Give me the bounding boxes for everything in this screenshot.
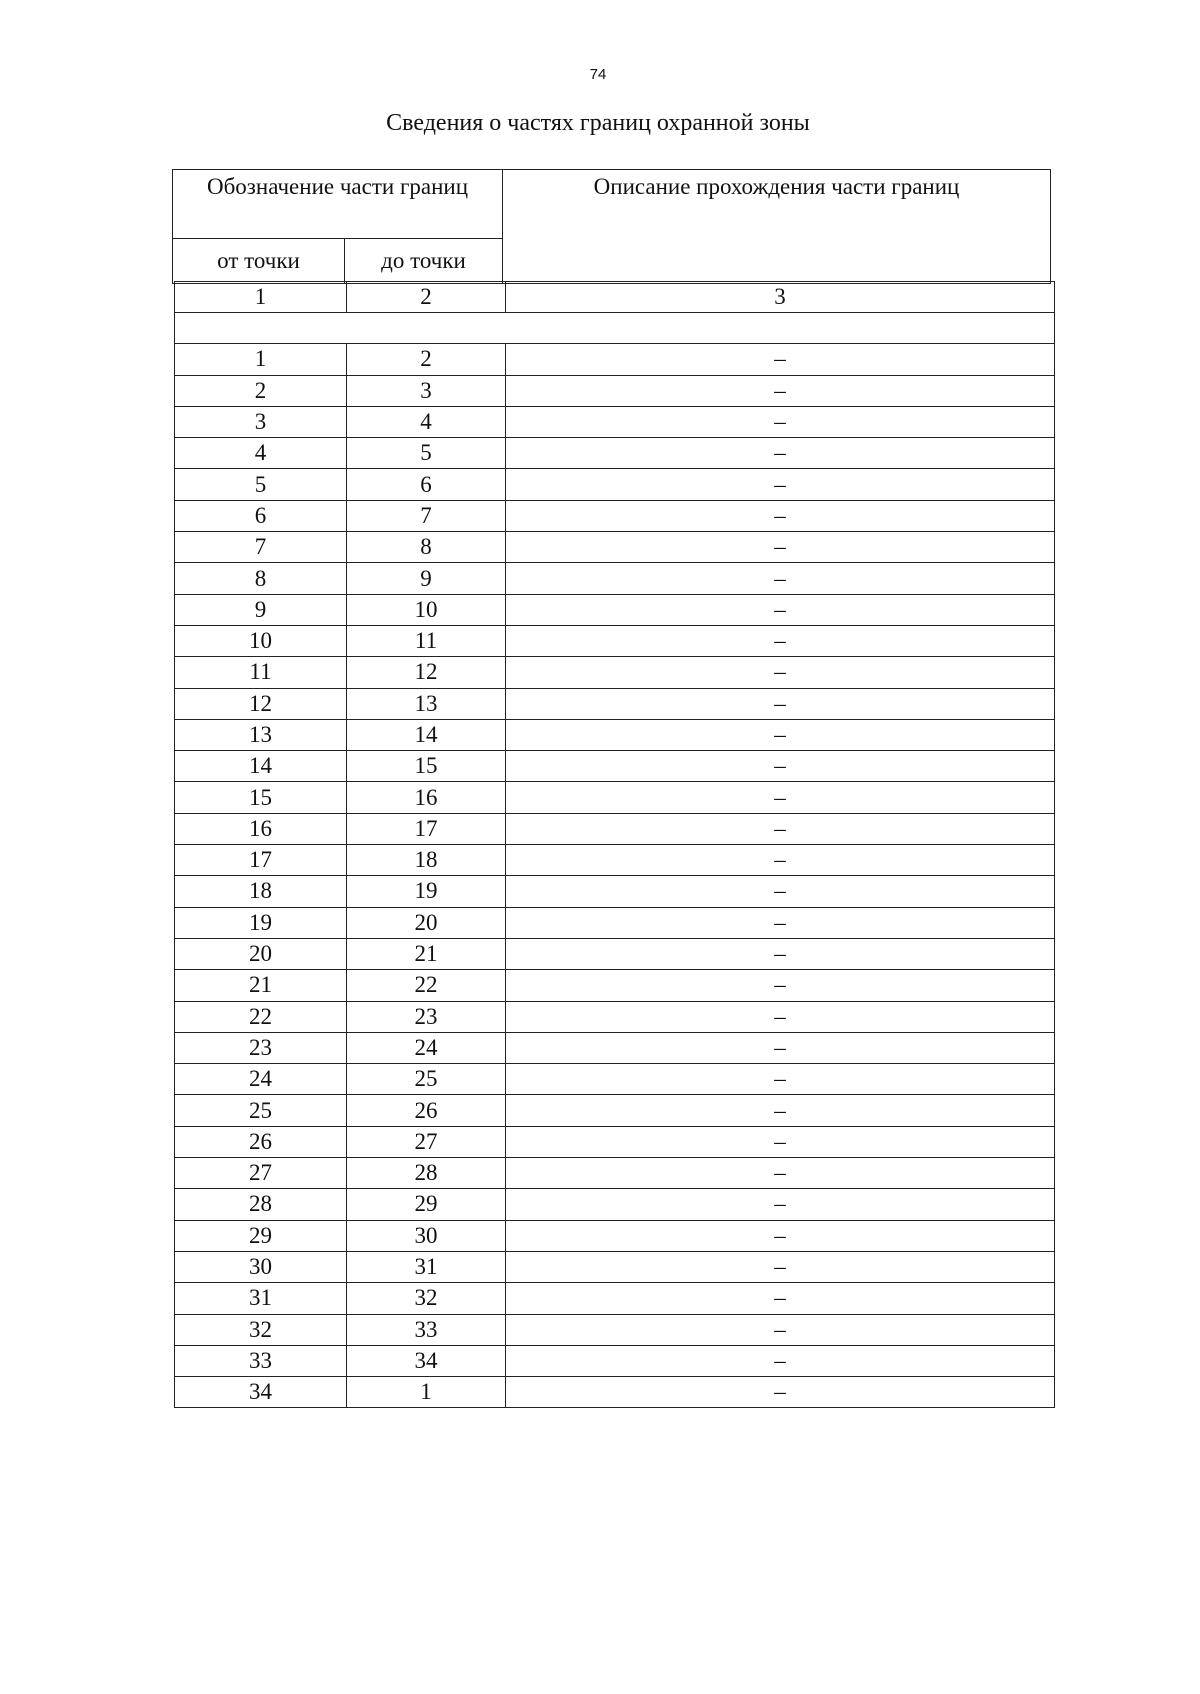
cell-description: – [506, 469, 1055, 500]
cell-to-point: 6 [347, 469, 506, 500]
cell-from-point: 31 [175, 1283, 347, 1314]
table-row [175, 1251, 1055, 1282]
table-row [175, 876, 1055, 907]
cell-from-point: 26 [175, 1126, 347, 1157]
cell-to-point: 31 [347, 1251, 506, 1282]
table-row [175, 1158, 1055, 1189]
cell-from-point: 18 [175, 876, 347, 907]
cell-from-point: 20 [175, 938, 347, 969]
cell-description: – [506, 876, 1055, 907]
table-row [175, 344, 1055, 375]
table-row [175, 469, 1055, 500]
table-row [175, 1283, 1055, 1314]
cell-from-point: 7 [175, 532, 347, 563]
column-number-row [175, 282, 1055, 313]
table-row [175, 813, 1055, 844]
cell-to-point: 4 [347, 406, 506, 437]
cell-from-point: 21 [175, 970, 347, 1001]
table-row [175, 1345, 1055, 1376]
cell-description: – [506, 1345, 1055, 1376]
cell-to-point: 30 [347, 1220, 506, 1251]
cell-description: – [506, 813, 1055, 844]
table-row [175, 1189, 1055, 1220]
cell-from-point: 9 [175, 594, 347, 625]
cell-description: – [506, 594, 1055, 625]
cell-from-point: 14 [175, 751, 347, 782]
table-row [175, 1064, 1055, 1095]
cell-description: – [506, 1126, 1055, 1157]
cell-description: – [506, 1251, 1055, 1282]
table-row [175, 500, 1055, 531]
cell-to-point: 1 [347, 1377, 506, 1408]
cell-description: – [506, 563, 1055, 594]
header-boundary-designation: Обозначение части границ [173, 170, 503, 239]
cell-from-point: 10 [175, 625, 347, 656]
cell-from-point: 30 [175, 1251, 347, 1282]
column-number: 3 [506, 282, 1055, 313]
table-row [175, 970, 1055, 1001]
cell-from-point: 15 [175, 782, 347, 813]
table-header [172, 169, 1051, 284]
cell-from-point: 2 [175, 375, 347, 406]
column-number: 2 [347, 282, 506, 313]
cell-from-point: 6 [175, 500, 347, 531]
cell-to-point: 14 [347, 719, 506, 750]
cell-description: – [506, 1032, 1055, 1063]
cell-to-point: 8 [347, 532, 506, 563]
cell-description: – [506, 657, 1055, 688]
cell-to-point: 24 [347, 1032, 506, 1063]
cell-from-point: 17 [175, 845, 347, 876]
cell-to-point: 22 [347, 970, 506, 1001]
cell-to-point: 28 [347, 1158, 506, 1189]
cell-to-point: 17 [347, 813, 506, 844]
table-row [175, 688, 1055, 719]
cell-from-point: 1 [175, 344, 347, 375]
cell-to-point: 26 [347, 1095, 506, 1126]
table-row [175, 938, 1055, 969]
cell-description: – [506, 375, 1055, 406]
cell-description: – [506, 500, 1055, 531]
blank-cell [175, 313, 1055, 344]
cell-to-point: 27 [347, 1126, 506, 1157]
cell-to-point: 32 [347, 1283, 506, 1314]
cell-from-point: 16 [175, 813, 347, 844]
table-row [175, 719, 1055, 750]
cell-description: – [506, 406, 1055, 437]
cell-from-point: 29 [175, 1220, 347, 1251]
cell-to-point: 34 [347, 1345, 506, 1376]
table-row [175, 1220, 1055, 1251]
cell-description: – [506, 907, 1055, 938]
cell-to-point: 16 [347, 782, 506, 813]
table-row [175, 438, 1055, 469]
cell-from-point: 28 [175, 1189, 347, 1220]
cell-to-point: 5 [347, 438, 506, 469]
cell-to-point: 21 [347, 938, 506, 969]
cell-from-point: 11 [175, 657, 347, 688]
cell-description: – [506, 1095, 1055, 1126]
cell-from-point: 23 [175, 1032, 347, 1063]
cell-from-point: 22 [175, 1001, 347, 1032]
cell-description: – [506, 751, 1055, 782]
header-boundary-description: Описание прохождения части границ [503, 170, 1051, 284]
cell-to-point: 25 [347, 1064, 506, 1095]
cell-from-point: 32 [175, 1314, 347, 1345]
table-row [175, 594, 1055, 625]
cell-description: – [506, 719, 1055, 750]
cell-to-point: 23 [347, 1001, 506, 1032]
cell-from-point: 5 [175, 469, 347, 500]
table-row [175, 657, 1055, 688]
cell-description: – [506, 1064, 1055, 1095]
cell-description: – [506, 845, 1055, 876]
cell-from-point: 3 [175, 406, 347, 437]
table-row [175, 563, 1055, 594]
cell-from-point: 25 [175, 1095, 347, 1126]
table-row [175, 1377, 1055, 1408]
cell-from-point: 19 [175, 907, 347, 938]
table-row [175, 375, 1055, 406]
cell-from-point: 12 [175, 688, 347, 719]
cell-description: – [506, 532, 1055, 563]
cell-from-point: 24 [175, 1064, 347, 1095]
cell-description: – [506, 1314, 1055, 1345]
table-row [175, 782, 1055, 813]
table-row [175, 1126, 1055, 1157]
cell-to-point: 13 [347, 688, 506, 719]
cell-description: – [506, 970, 1055, 1001]
cell-from-point: 34 [175, 1377, 347, 1408]
cell-from-point: 4 [175, 438, 347, 469]
cell-to-point: 10 [347, 594, 506, 625]
cell-to-point: 19 [347, 876, 506, 907]
cell-description: – [506, 1001, 1055, 1032]
table-row [175, 1032, 1055, 1063]
cell-description: – [506, 782, 1055, 813]
table-row [175, 845, 1055, 876]
table-row [175, 1095, 1055, 1126]
cell-to-point: 7 [347, 500, 506, 531]
cell-description: – [506, 438, 1055, 469]
cell-description: – [506, 1377, 1055, 1408]
cell-description: – [506, 344, 1055, 375]
header-to-point: до точки [345, 239, 503, 284]
cell-from-point: 13 [175, 719, 347, 750]
cell-to-point: 18 [347, 845, 506, 876]
cell-to-point: 12 [347, 657, 506, 688]
table-row [175, 751, 1055, 782]
cell-description: – [506, 1189, 1055, 1220]
cell-to-point: 3 [347, 375, 506, 406]
table-row [175, 1314, 1055, 1345]
cell-from-point: 27 [175, 1158, 347, 1189]
cell-description: – [506, 1158, 1055, 1189]
header-from-point: от точки [173, 239, 345, 284]
cell-to-point: 9 [347, 563, 506, 594]
cell-to-point: 15 [347, 751, 506, 782]
cell-description: – [506, 938, 1055, 969]
column-number: 1 [175, 282, 347, 313]
cell-to-point: 11 [347, 625, 506, 656]
cell-description: – [506, 1283, 1055, 1314]
table-row [175, 907, 1055, 938]
table-row [175, 1001, 1055, 1032]
cell-to-point: 29 [347, 1189, 506, 1220]
cell-from-point: 33 [175, 1345, 347, 1376]
page-number: 74 [589, 66, 607, 83]
cell-to-point: 2 [347, 344, 506, 375]
cell-from-point: 8 [175, 563, 347, 594]
table-row [175, 406, 1055, 437]
table-body [175, 282, 1055, 1408]
boundary-table [174, 281, 1055, 1408]
blank-row [175, 313, 1055, 344]
cell-to-point: 33 [347, 1314, 506, 1345]
cell-description: – [506, 688, 1055, 719]
table-row [175, 532, 1055, 563]
document-title: Сведения о частях границ охранной зоны [386, 110, 810, 136]
cell-description: – [506, 625, 1055, 656]
table-row [175, 625, 1055, 656]
cell-description: – [506, 1220, 1055, 1251]
cell-to-point: 20 [347, 907, 506, 938]
